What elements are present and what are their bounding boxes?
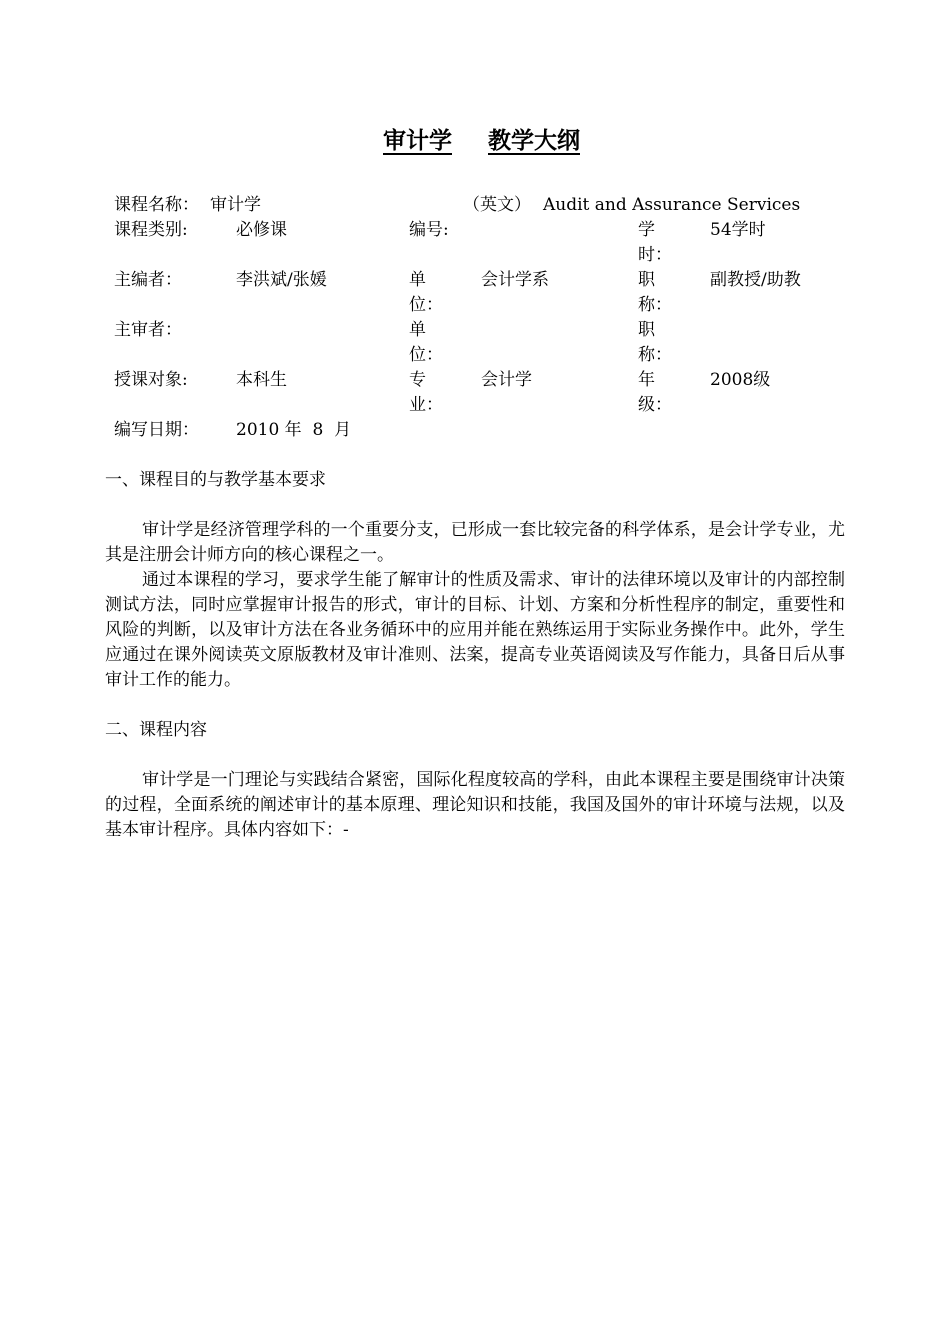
editor-value: 李洪斌/张媛: [236, 270, 327, 290]
major-value: 会计学: [481, 370, 532, 390]
course-name-label: 课程名称：: [114, 195, 199, 215]
section1-paragraph-1: 审计学是经济管理学科的一个重要分支，已形成一套比较完备的科学体系，是会计学专业，尤其是注册会计师方向的核心课程之一。: [105, 520, 845, 565]
title-syllabus: 教学大纲: [488, 128, 580, 154]
job-title-label-2: 称：: [638, 295, 672, 315]
hours-value: 54学时: [710, 220, 766, 240]
category-value: 必修课: [236, 220, 287, 240]
major-label-1: 专: [409, 370, 426, 390]
job-title2-label-2: 称：: [638, 345, 672, 365]
section1-heading: 一、课程目的与教学基本要求: [105, 470, 326, 490]
major-label-2: 业：: [409, 395, 443, 415]
reviewer-label: 主审者：: [114, 320, 182, 340]
code-label: 编号:: [409, 220, 449, 240]
section2-heading: 二、课程内容: [105, 720, 207, 740]
title-course: 审计学: [383, 128, 452, 154]
grade-label-1: 年: [638, 370, 655, 390]
course-name: 审计学: [210, 195, 261, 215]
unit-value: 会计学系: [481, 270, 549, 290]
job-title-value: 副教授/助教: [710, 270, 801, 290]
section2-paragraph-1: 审计学是一门理论与实践结合紧密，国际化程度较高的学科，由此本课程主要是围绕审计决策的过程，全面系统的阐述审计的基本原理、理论知识和技能，我国及国外的审计环境与法规，以及基本审计程序。具体内容如下：-: [105, 770, 845, 840]
category-label: 课程类别:: [114, 220, 188, 240]
page-title: [0, 122, 950, 155]
english-name: Audit and Assurance Services: [543, 195, 801, 215]
unit-label-1: 单: [409, 270, 426, 290]
unit2-label-1: 单: [409, 320, 426, 340]
section1-paragraph-2: 通过本课程的学习，要求学生能了解审计的性质及需求、审计的法律环境以及审计的内部控制测试方法，同时应掌握审计报告的形式，审计的目标、计划、方案和分析性程序的制定，重要性和风险的判断，以及审计方法在各业务循环中的应用并能在熟练运用于实际业务操作中。此外，学生应通过在课外阅读英文原版教材及审计准则、法案，提高专业英语阅读及写作能力，具备日后从事审计工作的能力。: [105, 570, 845, 690]
grade-label-2: 级：: [638, 395, 672, 415]
hours-label-1: 学: [638, 220, 655, 240]
date-value: 2010 年 8 月: [236, 420, 352, 440]
editor-label: 主编者：: [114, 270, 182, 290]
unit-label-2: 位：: [409, 295, 443, 315]
job-title2-label-1: 职: [638, 320, 655, 340]
english-label: （英文）: [463, 195, 531, 215]
grade-value: 2008级: [710, 370, 771, 390]
audience-value: 本科生: [236, 370, 287, 390]
audience-label: 授课对象:: [114, 370, 188, 390]
job-title-label-1: 职: [638, 270, 655, 290]
unit2-label-2: 位：: [409, 345, 443, 365]
date-label: 编写日期：: [114, 420, 199, 440]
hours-label-2: 时：: [638, 245, 672, 265]
